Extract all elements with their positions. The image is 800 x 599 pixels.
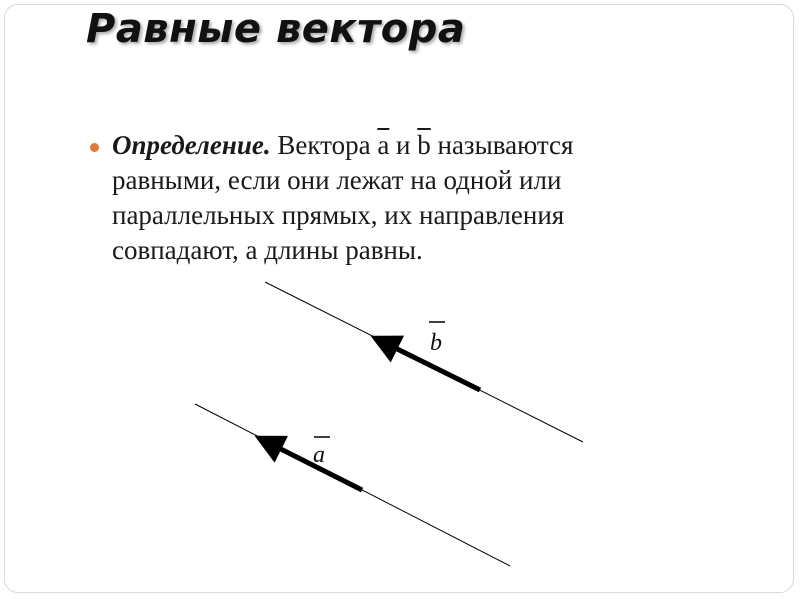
vector-a-label: a [313, 442, 325, 468]
definition-text-between: и [389, 130, 418, 160]
vector-b-inline: $\overline{b}$ [417, 130, 431, 160]
vector-a-inline: $\overline{a}$ [377, 130, 390, 160]
slide-title: Равные вектора [86, 6, 466, 52]
vector-a-arrow [259, 438, 362, 490]
definition-text-after: называются равными, если они лежат на одной или параллельных прямых, их направления совпадают, а длины равны. [112, 130, 574, 265]
definition-text-before: Вектора [270, 130, 378, 160]
vector-b-arrow [375, 338, 480, 390]
vector-b-label: b [430, 330, 442, 356]
definition-lead: Определение. [112, 130, 271, 160]
